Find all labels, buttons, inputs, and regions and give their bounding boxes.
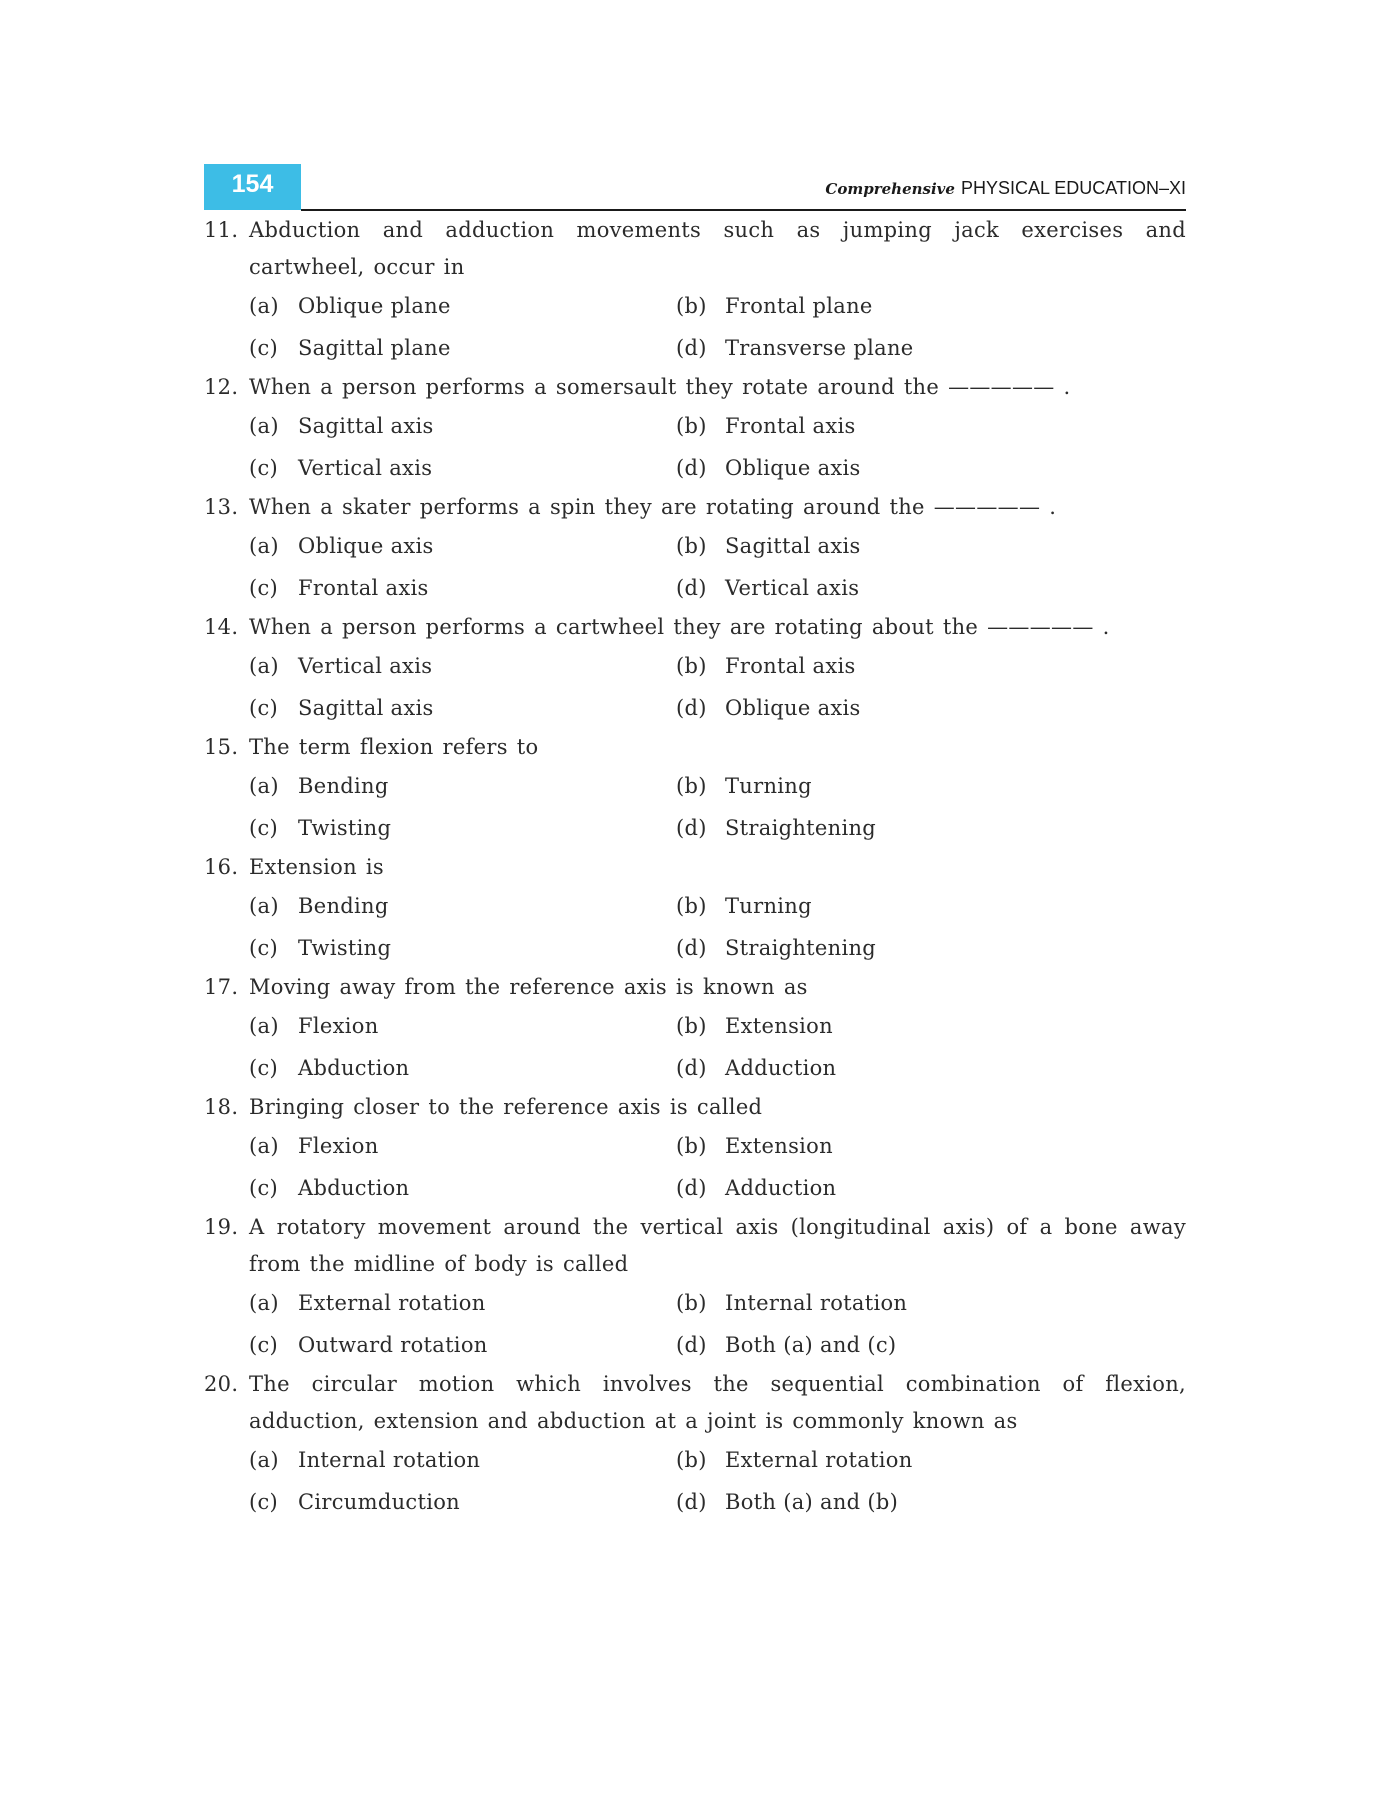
option-text: Straightening <box>725 935 877 960</box>
option-text: External rotation <box>298 1291 486 1315</box>
question-number: 14. <box>204 615 239 639</box>
option-d <box>676 1168 1186 1210</box>
option-label: (c) <box>249 695 279 720</box>
option-d <box>676 568 1186 610</box>
option-label: (d) <box>676 575 707 600</box>
option-text: Adduction <box>725 1175 837 1200</box>
option-text: Flexion <box>298 1134 379 1158</box>
option-d <box>676 928 1186 970</box>
option-text: Twisting <box>298 935 392 960</box>
option-text: Flexion <box>298 1014 379 1038</box>
option-d <box>676 1048 1186 1090</box>
option-text: Twisting <box>298 815 392 840</box>
option-text: Transverse plane <box>725 335 914 360</box>
option-text: Frontal plane <box>725 294 873 318</box>
option-b <box>676 1006 1186 1048</box>
option-label: (b) <box>676 774 707 798</box>
option-text: Oblique axis <box>725 455 861 480</box>
option-d <box>676 1325 1186 1367</box>
option-a <box>249 1283 676 1325</box>
option-label: (d) <box>676 1332 707 1357</box>
option-c <box>249 808 676 850</box>
option-text: Adduction <box>725 1055 837 1080</box>
question-19 <box>204 1209 1186 1366</box>
option-d <box>676 448 1186 490</box>
option-text: Extension <box>725 1014 833 1038</box>
option-label: (b) <box>676 414 707 438</box>
option-a <box>249 886 676 928</box>
option-b <box>676 1440 1186 1482</box>
option-label: (a) <box>249 294 279 318</box>
question-text: When a skater performs a spin they are rotating around the ————— . <box>249 495 1057 519</box>
options <box>249 406 1186 489</box>
option-label: (a) <box>249 1014 279 1038</box>
option-text: Oblique axis <box>298 534 434 558</box>
option-label: (b) <box>676 894 707 918</box>
option-label: (d) <box>676 815 707 840</box>
option-text: Both (a) and (b) <box>725 1489 899 1514</box>
option-c <box>249 1168 676 1210</box>
option-c <box>249 928 676 970</box>
book-title: PHYSICAL EDUCATION–XI <box>960 178 1186 198</box>
question-16 <box>204 849 1186 969</box>
option-label: (b) <box>676 1448 707 1472</box>
option-a <box>249 406 676 448</box>
option-c <box>249 1325 676 1367</box>
option-label: (d) <box>676 935 707 960</box>
options <box>249 646 1186 729</box>
question-18 <box>204 1089 1186 1209</box>
question-text: Moving away from the reference axis is known as <box>249 975 808 999</box>
question-15 <box>204 729 1186 849</box>
option-b <box>676 1126 1186 1168</box>
option-label: (a) <box>249 1448 279 1472</box>
option-a <box>249 766 676 808</box>
question-number: 16. <box>204 855 239 879</box>
question-list <box>204 212 1186 1523</box>
question-12 <box>204 369 1186 489</box>
header-rule <box>301 209 1186 211</box>
option-label: (a) <box>249 654 279 678</box>
option-text: Oblique plane <box>298 294 451 318</box>
option-label: (b) <box>676 294 707 318</box>
question-20 <box>204 1366 1186 1523</box>
option-label: (a) <box>249 894 279 918</box>
option-a <box>249 526 676 568</box>
option-a <box>249 1440 676 1482</box>
question-text: A rotatory movement around the vertical axis (longitudinal axis) of a bone away from the midline of body is called <box>249 1215 1186 1276</box>
option-text: Outward rotation <box>298 1332 488 1357</box>
option-c <box>249 688 676 730</box>
option-d <box>676 808 1186 850</box>
option-text: Vertical axis <box>298 654 433 678</box>
question-13 <box>204 489 1186 609</box>
option-a <box>249 1126 676 1168</box>
question-text: Abduction and adduction movements such as jumping jack exercises and cartwheel, occur in <box>249 218 1186 279</box>
option-label: (c) <box>249 575 279 600</box>
option-text: Frontal axis <box>298 575 429 600</box>
option-a <box>249 286 676 328</box>
option-text: Turning <box>725 774 812 798</box>
option-c <box>249 1048 676 1090</box>
options <box>249 886 1186 969</box>
option-c <box>249 1482 676 1524</box>
option-label: (a) <box>249 414 279 438</box>
option-label: (d) <box>676 335 707 360</box>
option-label: (c) <box>249 455 279 480</box>
question-number: 18. <box>204 1095 239 1119</box>
option-text: Frontal axis <box>725 654 856 678</box>
option-text: External rotation <box>725 1448 913 1472</box>
option-text: Both (a) and (c) <box>725 1332 897 1357</box>
option-label: (d) <box>676 1175 707 1200</box>
option-label: (b) <box>676 1014 707 1038</box>
option-text: Turning <box>725 894 812 918</box>
option-c <box>249 328 676 370</box>
option-b <box>676 646 1186 688</box>
option-b <box>676 406 1186 448</box>
option-text: Vertical axis <box>298 455 433 480</box>
page-number: 154 <box>204 164 301 210</box>
option-c <box>249 448 676 490</box>
question-11 <box>204 212 1186 369</box>
option-d <box>676 688 1186 730</box>
option-label: (a) <box>249 534 279 558</box>
option-label: (b) <box>676 654 707 678</box>
question-number: 20. <box>204 1372 239 1396</box>
question-number: 19. <box>204 1215 239 1239</box>
option-label: (a) <box>249 1291 279 1315</box>
question-number: 11. <box>204 218 239 242</box>
option-text: Sagittal axis <box>725 534 861 558</box>
option-text: Oblique axis <box>725 695 861 720</box>
option-d <box>676 1482 1186 1524</box>
running-header <box>825 178 1186 199</box>
option-label: (d) <box>676 1489 707 1514</box>
option-label: (b) <box>676 534 707 558</box>
option-text: Circumduction <box>298 1489 460 1514</box>
question-number: 17. <box>204 975 239 999</box>
option-label: (c) <box>249 335 279 360</box>
question-text: The term flexion refers to <box>249 735 539 759</box>
option-label: (c) <box>249 1175 279 1200</box>
options <box>249 766 1186 849</box>
option-text: Abduction <box>298 1175 410 1200</box>
question-17 <box>204 969 1186 1089</box>
option-text: Internal rotation <box>298 1448 481 1472</box>
options <box>249 286 1186 369</box>
option-a <box>249 646 676 688</box>
option-label: (b) <box>676 1134 707 1158</box>
option-label: (c) <box>249 1489 279 1514</box>
option-text: Bending <box>298 774 389 798</box>
option-label: (c) <box>249 1055 279 1080</box>
option-text: Sagittal plane <box>298 335 451 360</box>
option-label: (c) <box>249 1332 279 1357</box>
question-text: The circular motion which involves the sequential combination of flexion, adduction, extension and abduction at a joint is commonly known as <box>249 1372 1186 1433</box>
option-label: (b) <box>676 1291 707 1315</box>
option-label: (c) <box>249 935 279 960</box>
option-label: (a) <box>249 774 279 798</box>
question-text: Extension is <box>249 855 384 879</box>
option-b <box>676 1283 1186 1325</box>
options <box>249 526 1186 609</box>
option-text: Abduction <box>298 1055 410 1080</box>
options <box>249 1440 1186 1523</box>
option-text: Sagittal axis <box>298 414 434 438</box>
option-text: Vertical axis <box>725 575 860 600</box>
option-text: Straightening <box>725 815 877 840</box>
option-text: Extension <box>725 1134 833 1158</box>
option-text: Sagittal axis <box>298 695 434 720</box>
option-label: (d) <box>676 455 707 480</box>
option-label: (a) <box>249 1134 279 1158</box>
options <box>249 1283 1186 1366</box>
option-a <box>249 1006 676 1048</box>
options <box>249 1006 1186 1089</box>
option-c <box>249 568 676 610</box>
option-b <box>676 766 1186 808</box>
option-b <box>676 526 1186 568</box>
question-text: When a person performs a somersault they rotate around the ————— . <box>249 375 1071 399</box>
book-script-title: Comprehensive <box>825 180 955 198</box>
option-label: (d) <box>676 695 707 720</box>
question-number: 13. <box>204 495 239 519</box>
option-text: Internal rotation <box>725 1291 908 1315</box>
question-text: Bringing closer to the reference axis is called <box>249 1095 763 1119</box>
question-text: When a person performs a cartwheel they are rotating about the ————— . <box>249 615 1110 639</box>
option-label: (d) <box>676 1055 707 1080</box>
option-label: (c) <box>249 815 279 840</box>
question-number: 15. <box>204 735 239 759</box>
options <box>249 1126 1186 1209</box>
question-number: 12. <box>204 375 239 399</box>
option-d <box>676 328 1186 370</box>
option-b <box>676 286 1186 328</box>
option-text: Frontal axis <box>725 414 856 438</box>
option-b <box>676 886 1186 928</box>
option-text: Bending <box>298 894 389 918</box>
question-14 <box>204 609 1186 729</box>
